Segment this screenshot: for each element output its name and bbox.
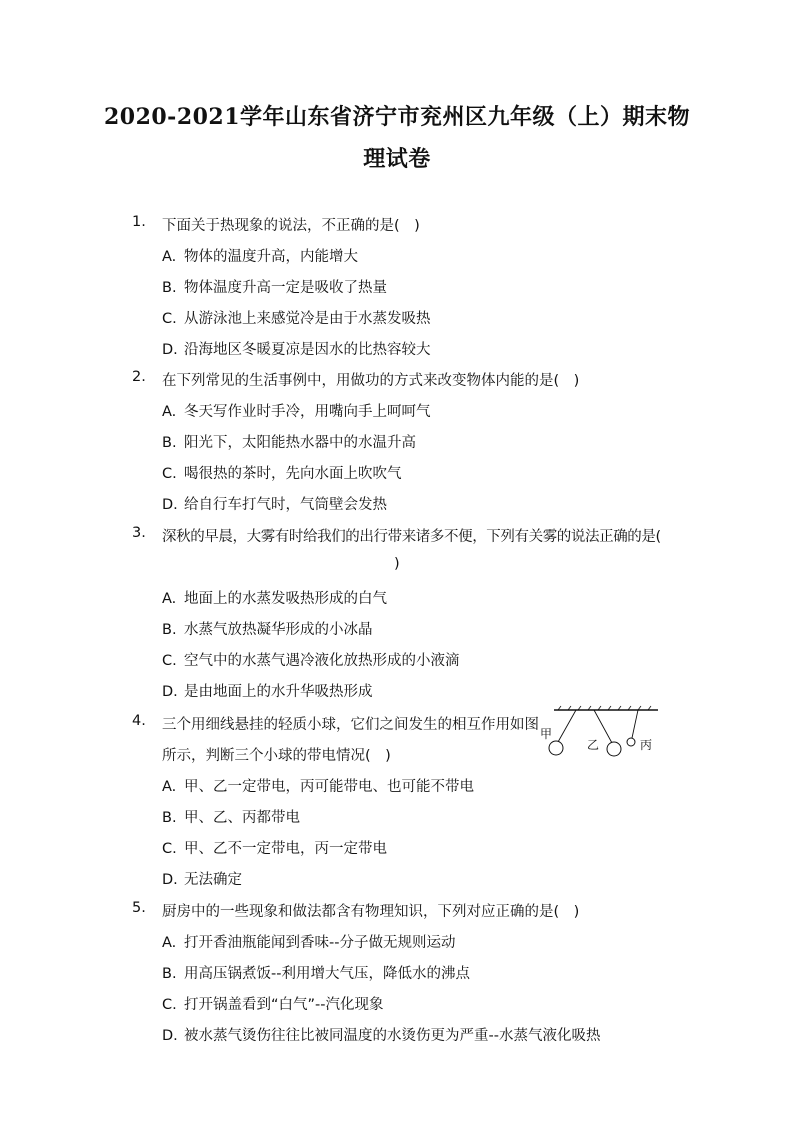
question-number: 2.	[132, 369, 146, 385]
option-text: 打开锅盖看到“白气”--汽化现象	[184, 997, 384, 1013]
thread-a	[558, 710, 576, 742]
closing-paren: )	[394, 556, 400, 572]
option-text: 地面上的水蒸发吸热形成的白气	[184, 591, 387, 607]
option-letter: A.	[162, 404, 177, 420]
label-yi: 乙	[587, 738, 600, 752]
question-text: 三个用细线悬挂的轻质小球，它们之间发生的相互作用如图	[162, 717, 539, 733]
option-letter: C.	[162, 466, 177, 482]
option-letter: B.	[162, 435, 177, 451]
option-text: 打开香油瓶能闻到香味--分子做无规则运动	[184, 935, 456, 951]
option-letter: B.	[162, 966, 177, 982]
option-letter: D.	[162, 1028, 178, 1044]
question-number: 5.	[132, 900, 146, 916]
option-text: 甲、乙一定带电，丙可能带电、也可能不带电	[184, 779, 474, 795]
ball-a	[549, 741, 563, 755]
label-jia: 甲	[540, 727, 553, 741]
option-letter: C.	[162, 653, 177, 669]
option-text: 喝很热的茶时，先向水面上吹吹气	[184, 466, 402, 482]
hanging-balls-figure	[538, 702, 662, 764]
option-letter: B.	[162, 622, 177, 638]
question-number: 1.	[132, 214, 146, 230]
option-letter: D.	[162, 497, 178, 513]
question-text: 下面关于热现象的说法，不正确的是( )	[162, 218, 420, 234]
option-text: 阳光下，太阳能热水器中的水温升高	[184, 435, 416, 451]
option-text: 物体温度升高一定是吸收了热量	[184, 280, 387, 296]
ball-b	[607, 742, 621, 756]
option-letter: D.	[162, 872, 178, 888]
option-text: 沿海地区冬暖夏凉是因水的比热容较大	[184, 342, 431, 358]
question-number: 3.	[132, 525, 146, 541]
question-text: 深秋的早晨，大雾有时给我们的出行带来诸多不便，下列有关雾的说法正确的是(	[162, 529, 661, 545]
option-letter: A.	[162, 591, 177, 607]
option-letter: D.	[162, 684, 178, 700]
option-letter: B.	[162, 810, 177, 826]
option-letter: C.	[162, 997, 177, 1013]
option-text: 甲、乙不一定带电，丙一定带电	[184, 841, 387, 857]
option-text: 水蒸气放热凝华形成的小冰晶	[184, 622, 373, 638]
option-text: 从游泳池上来感觉冷是由于水蒸发吸热	[184, 311, 431, 327]
option-text: 无法确定	[184, 872, 242, 888]
option-letter: D.	[162, 342, 178, 358]
question-text: 厨房中的一些现象和做法都含有物理知识，下列对应正确的是( )	[162, 904, 580, 920]
option-letter: C.	[162, 841, 177, 857]
option-letter: A.	[162, 935, 177, 951]
ball-c	[627, 738, 635, 746]
option-letter: A.	[162, 249, 177, 265]
option-letter: A.	[162, 779, 177, 795]
option-text: 给自行车打气时，气筒壁会发热	[184, 497, 387, 513]
option-text: 甲、乙、丙都带电	[184, 810, 300, 826]
thread-c	[632, 710, 638, 738]
page-title-line-2: 理试卷	[363, 146, 431, 172]
option-text: 用高压锅煮饭--利用增大气压，降低水的沸点	[184, 966, 470, 982]
option-text: 冬天写作业时手冷，用嘴向手上呵呵气	[184, 404, 431, 420]
question-text: 在下列常见的生活事例中，用做功的方式来改变物体内能的是( )	[162, 373, 580, 389]
page-title-line-1: 2020-2021学年山东省济宁市兖州区九年级（上）期末物	[103, 104, 691, 130]
option-text: 物体的温度升高，内能增大	[184, 249, 358, 265]
option-letter: C.	[162, 311, 177, 327]
question-number: 4.	[132, 713, 146, 729]
option-text: 空气中的水蒸气遇冷液化放热形成的小液滴	[184, 653, 460, 669]
option-letter: B.	[162, 280, 177, 296]
question-text: 所示，判断三个小球的带电情况( )	[162, 748, 391, 764]
option-text: 被水蒸气烫伤往往比被同温度的水烫伤更为严重--水蒸气液化吸热	[184, 1028, 601, 1044]
option-text: 是由地面上的水升华吸热形成	[184, 684, 373, 700]
label-bing: 丙	[640, 738, 653, 752]
